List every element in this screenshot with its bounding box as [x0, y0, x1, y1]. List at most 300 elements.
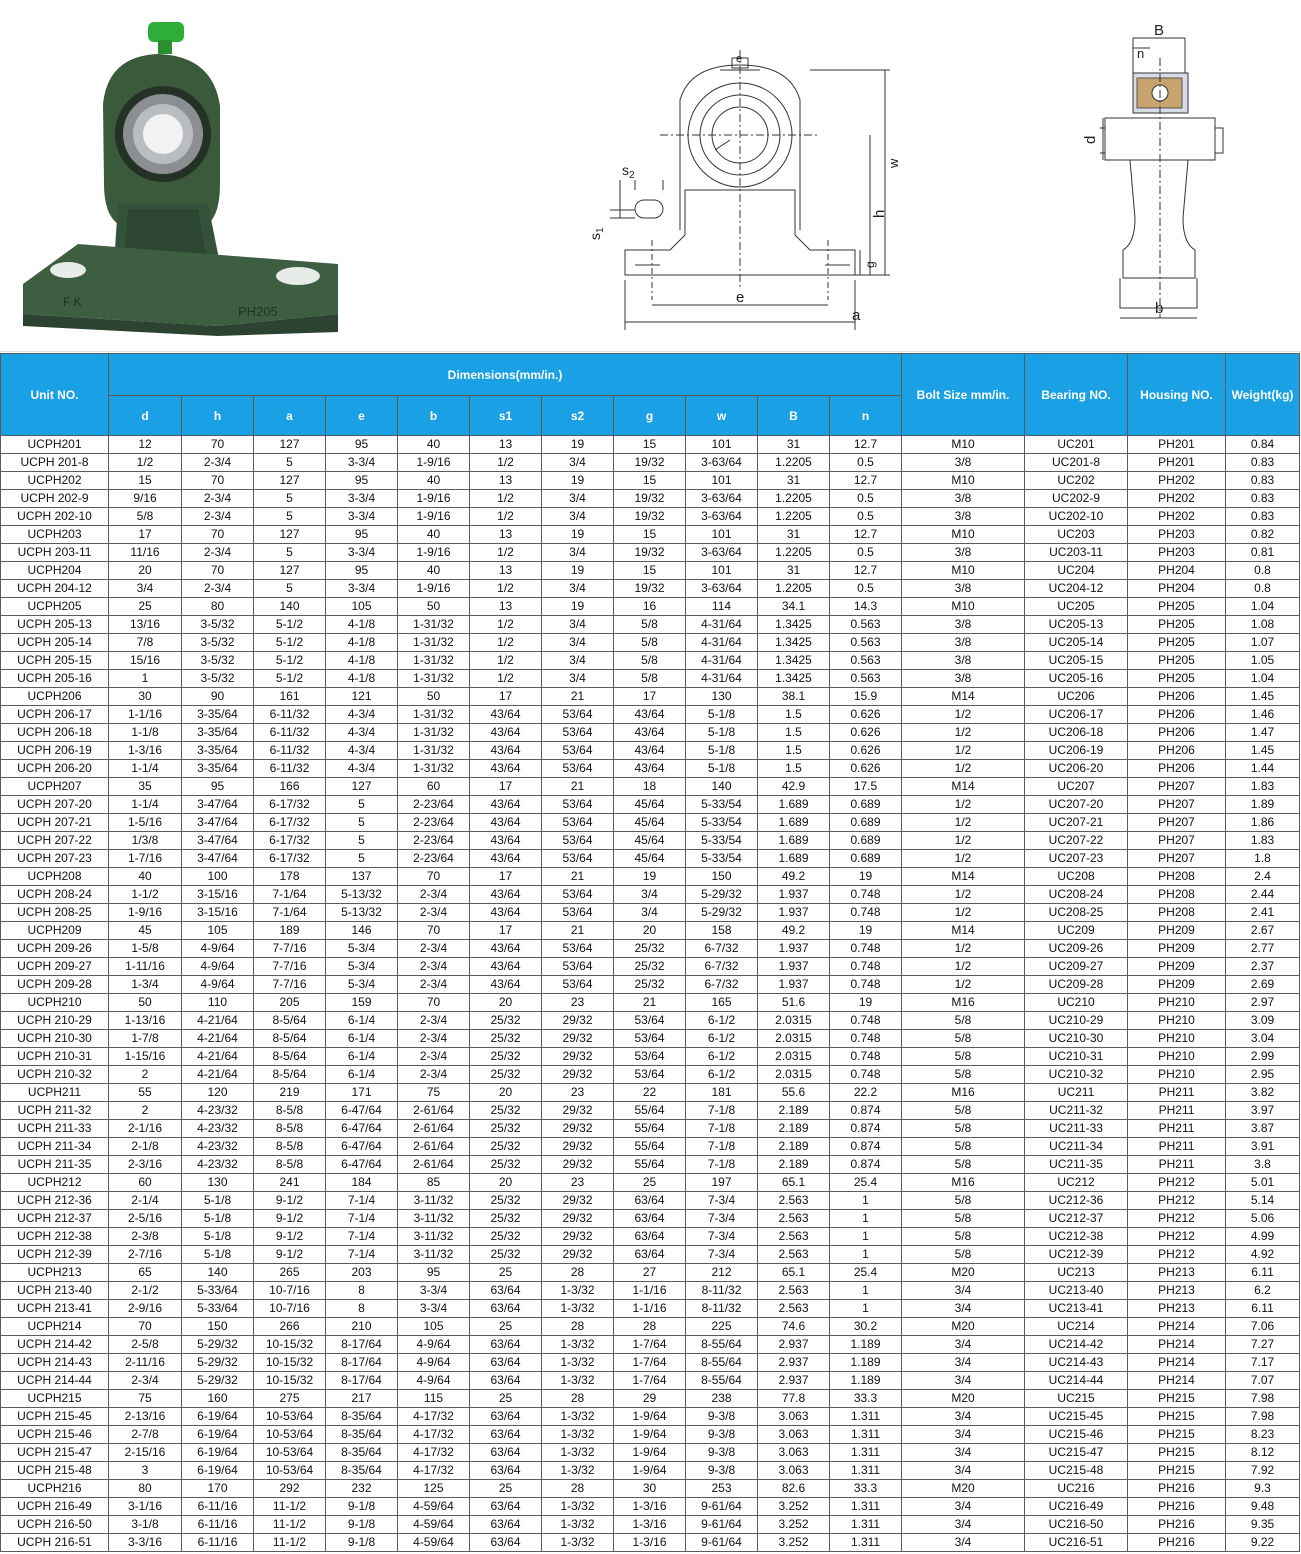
table-cell: 1.189	[830, 1336, 902, 1354]
table-cell: 6-17/32	[254, 850, 326, 868]
table-cell: 19	[542, 472, 614, 490]
table-cell: 4-23/32	[182, 1138, 254, 1156]
table-cell: 3-47/64	[182, 850, 254, 868]
table-cell: UC206-20	[1025, 760, 1128, 778]
table-cell: 1.311	[830, 1408, 902, 1426]
table-cell: 2-11/16	[109, 1354, 182, 1372]
table-cell: 55/64	[614, 1102, 686, 1120]
header-housing: Housing NO.	[1128, 354, 1226, 436]
table-cell: 1.2205	[758, 490, 830, 508]
table-cell: PH207	[1128, 832, 1226, 850]
table-cell: 2.189	[758, 1120, 830, 1138]
table-cell: 6-11/16	[182, 1534, 254, 1552]
table-cell: 5/8	[614, 670, 686, 688]
table-cell: M14	[902, 688, 1025, 706]
table-cell: 0.874	[830, 1102, 902, 1120]
table-cell: 28	[542, 1318, 614, 1336]
table-cell: 40	[398, 562, 470, 580]
table-cell: 43/64	[470, 886, 542, 904]
table-cell: 65.1	[758, 1264, 830, 1282]
table-cell: 11/16	[109, 544, 182, 562]
table-cell: 25	[614, 1174, 686, 1192]
table-cell: 101	[686, 436, 758, 454]
table-cell: 0.563	[830, 634, 902, 652]
table-cell: 9-3/8	[686, 1462, 758, 1480]
table-row	[1, 958, 1300, 976]
table-cell: UCPH202	[1, 472, 109, 490]
table-cell: M10	[902, 562, 1025, 580]
table-cell: UCPH215	[1, 1390, 109, 1408]
table-cell: 13	[470, 526, 542, 544]
table-cell: 1	[830, 1192, 902, 1210]
table-cell: 1/2	[902, 976, 1025, 994]
table-cell: 2-3/4	[182, 454, 254, 472]
table-cell: 15	[614, 562, 686, 580]
table-cell: 60	[109, 1174, 182, 1192]
table-row	[1, 1282, 1300, 1300]
table-cell: UCPH 216-51	[1, 1534, 109, 1552]
table-cell: 70	[109, 1318, 182, 1336]
table-cell: 1.2205	[758, 454, 830, 472]
table-cell: 1-7/64	[614, 1336, 686, 1354]
label-a: a	[852, 307, 861, 324]
table-cell: 1-3/32	[542, 1534, 614, 1552]
table-cell: 238	[686, 1390, 758, 1408]
table-cell: PH211	[1128, 1102, 1226, 1120]
table-cell: UC210	[1025, 994, 1128, 1012]
table-cell: 1-3/16	[109, 742, 182, 760]
table-row	[1, 706, 1300, 724]
table-cell: 114	[686, 598, 758, 616]
table-row	[1, 742, 1300, 760]
table-cell: 75	[398, 1084, 470, 1102]
table-cell: 6-17/32	[254, 796, 326, 814]
table-row	[1, 1462, 1300, 1480]
table-cell: 2-3/4	[109, 1372, 182, 1390]
table-cell: 43/64	[470, 832, 542, 850]
table-row	[1, 1102, 1300, 1120]
table-cell: 11-1/2	[254, 1534, 326, 1552]
table-cell: UC211-32	[1025, 1102, 1128, 1120]
table-cell: 232	[326, 1480, 398, 1498]
table-cell: 6-11/32	[254, 706, 326, 724]
header-bolt: Bolt Size mm/in.	[902, 354, 1025, 436]
table-cell: 55/64	[614, 1120, 686, 1138]
table-cell: PH207	[1128, 796, 1226, 814]
table-cell: 1.937	[758, 958, 830, 976]
table-cell: 3-11/32	[398, 1210, 470, 1228]
table-cell: 9-3/8	[686, 1444, 758, 1462]
table-cell: 28	[542, 1480, 614, 1498]
table-cell: 6-19/64	[182, 1462, 254, 1480]
header-dim-d: d	[109, 396, 182, 436]
table-cell: 5-1/2	[254, 634, 326, 652]
table-cell: 10-53/64	[254, 1444, 326, 1462]
table-cell: 5/8	[902, 1012, 1025, 1030]
table-cell: UCPH 216-49	[1, 1498, 109, 1516]
table-cell: 1.937	[758, 886, 830, 904]
table-cell: 7-1/8	[686, 1102, 758, 1120]
table-cell: 1.2205	[758, 508, 830, 526]
table-cell: 2-3/4	[398, 1030, 470, 1048]
table-cell: 29/32	[542, 1102, 614, 1120]
table-cell: 3.8	[1226, 1156, 1300, 1174]
table-cell: UC207-20	[1025, 796, 1128, 814]
table-cell: M10	[902, 472, 1025, 490]
table-cell: 2.189	[758, 1138, 830, 1156]
table-cell: PH206	[1128, 742, 1226, 760]
table-cell: 53/64	[542, 760, 614, 778]
header-dim-b: b	[398, 396, 470, 436]
table-cell: 1/2	[902, 904, 1025, 922]
table-cell: 65.1	[758, 1174, 830, 1192]
table-cell: 2-3/4	[398, 940, 470, 958]
table-cell: 3/4	[614, 904, 686, 922]
table-cell: PH212	[1128, 1228, 1226, 1246]
table-cell: 63/64	[470, 1534, 542, 1552]
table-cell: M10	[902, 436, 1025, 454]
table-cell: 266	[254, 1318, 326, 1336]
table-row	[1, 1156, 1300, 1174]
header-weight: Weight(kg)	[1226, 354, 1300, 436]
table-cell: 1/3/8	[109, 832, 182, 850]
table-cell: 5-1/8	[182, 1210, 254, 1228]
table-cell: UC216-51	[1025, 1534, 1128, 1552]
table-cell: UCPH 216-50	[1, 1516, 109, 1534]
table-cell: 1-3/32	[542, 1354, 614, 1372]
table-cell: M14	[902, 778, 1025, 796]
table-cell: 63/64	[614, 1246, 686, 1264]
table-cell: 6-47/64	[326, 1138, 398, 1156]
table-cell: 0.626	[830, 706, 902, 724]
table-cell: 219	[254, 1084, 326, 1102]
header-dim-e: e	[326, 396, 398, 436]
table-cell: 85	[398, 1174, 470, 1192]
table-cell: 1-3/16	[614, 1516, 686, 1534]
table-cell: 43/64	[470, 796, 542, 814]
table-cell: 19/32	[614, 544, 686, 562]
table-cell: UCPH 215-45	[1, 1408, 109, 1426]
table-cell: 7-7/16	[254, 958, 326, 976]
table-cell: 5/8	[902, 1156, 1025, 1174]
table-cell: 137	[326, 868, 398, 886]
table-cell: 2.67	[1226, 922, 1300, 940]
table-cell: PH210	[1128, 1066, 1226, 1084]
table-cell: UCPH 201-8	[1, 454, 109, 472]
table-cell: 181	[686, 1084, 758, 1102]
table-cell: 53/64	[614, 1066, 686, 1084]
table-row	[1, 1408, 1300, 1426]
label-n: n	[1137, 46, 1145, 61]
table-cell: 6-11/16	[182, 1516, 254, 1534]
label-w: w	[886, 158, 901, 168]
table-cell: 7.98	[1226, 1390, 1300, 1408]
table-cell: 3/4	[902, 1282, 1025, 1300]
table-cell: 0.874	[830, 1120, 902, 1138]
table-cell: 25/32	[470, 1120, 542, 1138]
header-dim-h: h	[182, 396, 254, 436]
table-cell: 19	[830, 922, 902, 940]
table-cell: PH215	[1128, 1426, 1226, 1444]
table-cell: 1-7/16	[109, 850, 182, 868]
table-cell: UCPH 207-22	[1, 832, 109, 850]
table-cell: UC215-45	[1025, 1408, 1128, 1426]
table-cell: 150	[182, 1318, 254, 1336]
table-cell: 2.95	[1226, 1066, 1300, 1084]
table-cell: PH214	[1128, 1318, 1226, 1336]
table-cell: 23	[542, 1174, 614, 1192]
table-cell: 3.252	[758, 1516, 830, 1534]
table-cell: 2-1/8	[109, 1138, 182, 1156]
table-cell: UCPH 211-32	[1, 1102, 109, 1120]
table-cell: 40	[398, 526, 470, 544]
table-cell: 3/4	[542, 454, 614, 472]
table-cell: 1.83	[1226, 832, 1300, 850]
table-cell: 3-3/4	[326, 454, 398, 472]
table-cell: PH201	[1128, 436, 1226, 454]
table-cell: 5	[254, 508, 326, 526]
table-cell: 15/16	[109, 652, 182, 670]
table-cell: UC209-27	[1025, 958, 1128, 976]
table-row	[1, 508, 1300, 526]
table-cell: 5-3/4	[326, 958, 398, 976]
table-cell: M14	[902, 922, 1025, 940]
table-cell: UCPH 211-34	[1, 1138, 109, 1156]
header-dim-a: a	[254, 396, 326, 436]
table-cell: 1.937	[758, 976, 830, 994]
table-cell: 2.563	[758, 1228, 830, 1246]
table-cell: 3-15/16	[182, 904, 254, 922]
table-cell: 3/4	[902, 1300, 1025, 1318]
table-cell: 1.689	[758, 832, 830, 850]
table-cell: 43/64	[470, 724, 542, 742]
table-cell: 9-1/8	[326, 1534, 398, 1552]
table-cell: PH208	[1128, 868, 1226, 886]
table-cell: 5-3/4	[326, 976, 398, 994]
table-cell: 161	[254, 688, 326, 706]
table-cell: UCPH 207-21	[1, 814, 109, 832]
table-cell: 25/32	[470, 1210, 542, 1228]
table-cell: 3-63/64	[686, 544, 758, 562]
table-cell: 2-3/4	[398, 1066, 470, 1084]
table-cell: 130	[686, 688, 758, 706]
table-cell: 2-1/2	[109, 1282, 182, 1300]
table-cell: 9-1/2	[254, 1228, 326, 1246]
table-cell: 1-3/32	[542, 1300, 614, 1318]
table-cell: 2-3/4	[182, 490, 254, 508]
label-s2: s	[622, 162, 629, 178]
table-cell: PH215	[1128, 1462, 1226, 1480]
table-cell: 45/64	[614, 796, 686, 814]
table-cell: 8-17/64	[326, 1336, 398, 1354]
header-dim-n: n	[830, 396, 902, 436]
table-cell: 31	[758, 562, 830, 580]
table-cell: 1.3425	[758, 670, 830, 688]
table-cell: 3-47/64	[182, 832, 254, 850]
table-cell: 1-9/64	[614, 1426, 686, 1444]
table-cell: PH211	[1128, 1156, 1226, 1174]
table-cell: 5-29/32	[686, 886, 758, 904]
table-cell: 25	[109, 598, 182, 616]
header-dim-s1: s1	[470, 396, 542, 436]
table-cell: PH208	[1128, 904, 1226, 922]
table-cell: 1/2	[902, 940, 1025, 958]
table-cell: 120	[182, 1084, 254, 1102]
table-row	[1, 922, 1300, 940]
table-row	[1, 904, 1300, 922]
table-cell: UCPH 212-38	[1, 1228, 109, 1246]
table-cell: 2.37	[1226, 958, 1300, 976]
table-cell: 2-5/8	[109, 1336, 182, 1354]
table-cell: 7.92	[1226, 1462, 1300, 1480]
table-cell: 45/64	[614, 850, 686, 868]
table-cell: PH206	[1128, 724, 1226, 742]
table-cell: 3/8	[902, 670, 1025, 688]
table-cell: 2-61/64	[398, 1138, 470, 1156]
table-cell: 5-33/64	[182, 1300, 254, 1318]
table-cell: 146	[326, 922, 398, 940]
table-cell: 5-29/32	[182, 1354, 254, 1372]
table-cell: 53/64	[614, 1030, 686, 1048]
table-cell: 1-3/32	[542, 1372, 614, 1390]
table-cell: 217	[326, 1390, 398, 1408]
table-cell: 3.252	[758, 1498, 830, 1516]
table-cell: 3-3/16	[109, 1534, 182, 1552]
table-cell: 6.11	[1226, 1300, 1300, 1318]
table-cell: PH212	[1128, 1246, 1226, 1264]
table-cell: 55/64	[614, 1138, 686, 1156]
table-cell: 1-1/4	[109, 796, 182, 814]
table-cell: 5-13/32	[326, 886, 398, 904]
table-cell: 3-63/64	[686, 454, 758, 472]
table-row	[1, 1390, 1300, 1408]
table-cell: 1-31/32	[398, 652, 470, 670]
table-cell: 5	[326, 796, 398, 814]
table-cell: 225	[686, 1318, 758, 1336]
table-cell: 4-31/64	[686, 616, 758, 634]
front-view-drawing	[580, 40, 901, 340]
table-cell: 5.01	[1226, 1174, 1300, 1192]
table-cell: 189	[254, 922, 326, 940]
table-cell: 3.82	[1226, 1084, 1300, 1102]
table-cell: 7-1/4	[326, 1192, 398, 1210]
table-cell: 29/32	[542, 1012, 614, 1030]
table-cell: 63/64	[470, 1282, 542, 1300]
table-cell: 0.5	[830, 508, 902, 526]
table-cell: 6-11/32	[254, 724, 326, 742]
table-cell: 1.05	[1226, 652, 1300, 670]
table-cell: 2.563	[758, 1282, 830, 1300]
header-dimensions: Dimensions(mm/in.)	[109, 354, 902, 396]
table-cell: 1.07	[1226, 634, 1300, 652]
table-row	[1, 1354, 1300, 1372]
table-cell: 29/32	[542, 1120, 614, 1138]
table-cell: M10	[902, 526, 1025, 544]
table-cell: 0.5	[830, 580, 902, 598]
table-cell: 45/64	[614, 832, 686, 850]
table-cell: 8-5/64	[254, 1030, 326, 1048]
product-photo	[8, 14, 348, 344]
table-cell: 6-17/32	[254, 814, 326, 832]
table-cell: 9-61/64	[686, 1516, 758, 1534]
table-cell: PH212	[1128, 1174, 1226, 1192]
dimension-table	[0, 353, 1300, 1552]
table-cell: 127	[326, 778, 398, 796]
table-cell: 241	[254, 1174, 326, 1192]
table-cell: PH205	[1128, 652, 1226, 670]
table-cell: PH204	[1128, 580, 1226, 598]
table-cell: 4-31/64	[686, 652, 758, 670]
table-cell: 5	[254, 580, 326, 598]
table-row	[1, 526, 1300, 544]
table-cell: 20	[470, 1174, 542, 1192]
table-cell: 20	[470, 1084, 542, 1102]
table-cell: 1-31/32	[398, 742, 470, 760]
table-row	[1, 832, 1300, 850]
label-s2-sub: 2	[629, 170, 635, 181]
table-row	[1, 1030, 1300, 1048]
table-cell: 1.189	[830, 1372, 902, 1390]
table-cell: 0.689	[830, 850, 902, 868]
table-cell: 3-3/4	[326, 580, 398, 598]
table-cell: UC206	[1025, 688, 1128, 706]
table-cell: 1-31/32	[398, 760, 470, 778]
table-cell: UCPH 205-16	[1, 670, 109, 688]
table-cell: 0.874	[830, 1138, 902, 1156]
table-cell: 70	[398, 994, 470, 1012]
table-cell: UC215-46	[1025, 1426, 1128, 1444]
table-row	[1, 580, 1300, 598]
table-cell: 70	[182, 436, 254, 454]
table-cell: 23	[542, 1084, 614, 1102]
table-cell: 1-7/64	[614, 1372, 686, 1390]
table-cell: 1-9/16	[398, 490, 470, 508]
table-row	[1, 850, 1300, 868]
table-cell: 1.689	[758, 850, 830, 868]
table-cell: 3	[109, 1462, 182, 1480]
table-cell: UC216-50	[1025, 1516, 1128, 1534]
table-cell: 5/8	[902, 1102, 1025, 1120]
table-cell: 17.5	[830, 778, 902, 796]
table-cell: 53/64	[614, 1048, 686, 1066]
table-cell: UCPH 214-43	[1, 1354, 109, 1372]
table-cell: UCPH 212-39	[1, 1246, 109, 1264]
table-row	[1, 940, 1300, 958]
table-cell: 22.2	[830, 1084, 902, 1102]
table-cell: 53/64	[542, 832, 614, 850]
table-cell: PH214	[1128, 1354, 1226, 1372]
table-cell: UCPH 209-27	[1, 958, 109, 976]
table-cell: 29/32	[542, 1192, 614, 1210]
table-cell: 5-33/54	[686, 814, 758, 832]
table-cell: 3-15/16	[182, 886, 254, 904]
table-cell: 5	[254, 544, 326, 562]
table-cell: 0.748	[830, 940, 902, 958]
table-cell: UCPH 214-42	[1, 1336, 109, 1354]
table-cell: 19	[830, 868, 902, 886]
table-cell: 17	[470, 922, 542, 940]
table-cell: 4-1/8	[326, 634, 398, 652]
table-cell: 3.063	[758, 1426, 830, 1444]
table-cell: 1-9/16	[398, 454, 470, 472]
table-cell: 5	[254, 490, 326, 508]
table-row	[1, 544, 1300, 562]
table-cell: 43/64	[470, 850, 542, 868]
table-row	[1, 1066, 1300, 1084]
label-b: b	[1155, 300, 1164, 317]
table-cell: 9-61/64	[686, 1534, 758, 1552]
table-cell: 5/8	[902, 1066, 1025, 1084]
